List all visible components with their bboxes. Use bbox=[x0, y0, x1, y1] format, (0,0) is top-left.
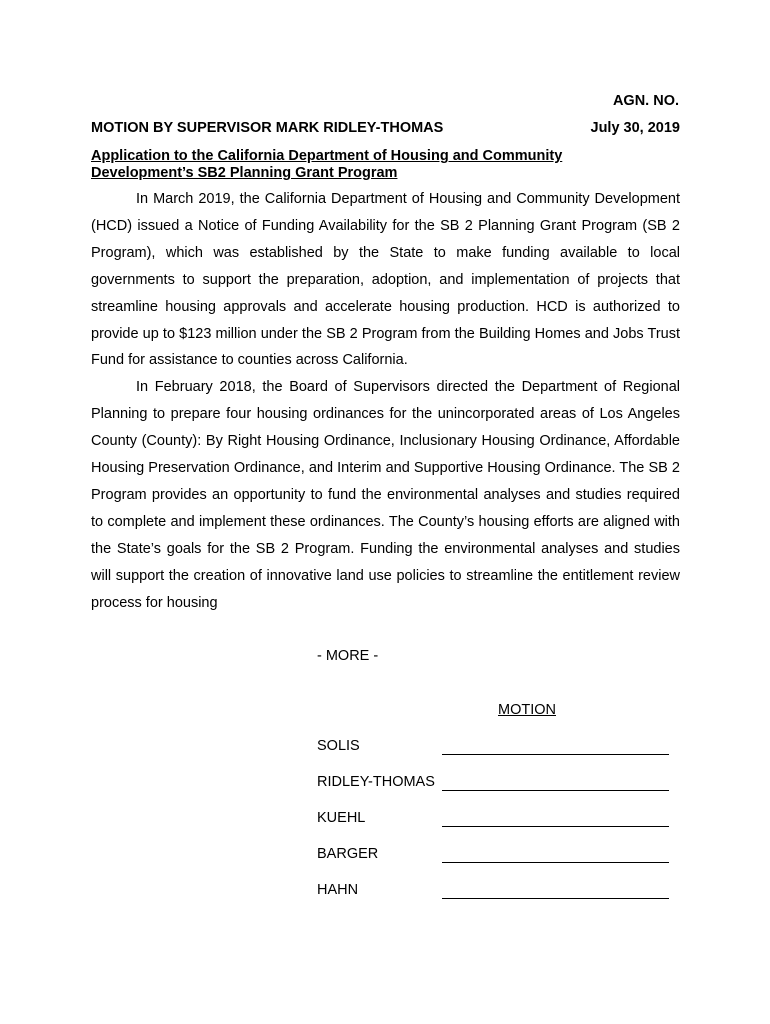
supervisor-name: KUEHL bbox=[317, 810, 366, 826]
agenda-number: AGN. NO. bbox=[612, 93, 679, 109]
motion-by: MOTION BY SUPERVISOR MARK RIDLEY-THOMAS bbox=[91, 120, 444, 136]
vote-row-kuehl bbox=[317, 810, 669, 830]
title-line-1: Application to the California Department of Housing and Community bbox=[91, 148, 563, 164]
paragraph-2: In February 2018, the Board of Supervisors directed the Department of Regional Planning to prepare four housing ordinances for the unincorporated areas of Los Angeles County (County): By Right Housing Ordinance, Inclusionary Housing Ordinance, Affordable Housing Preservation Ordinance, and Interim and Supportive Housing Ordinance. The SB 2 Program provides an opportunity to fund the environmental analyses and studies required to complete and implement these ordinances. The County’s housing efforts are aligned with the State’s goals for the SB 2 Program. Funding the environmental analyses and studies will support the creation of innovative land use policies to streamline the entitlement review process for housing bbox=[91, 379, 680, 611]
document-title bbox=[91, 148, 680, 182]
motion-date: July 30, 2019 bbox=[590, 120, 680, 136]
vote-row-barger bbox=[317, 846, 669, 866]
title-line-2: Development’s SB2 Planning Grant Program bbox=[91, 165, 398, 181]
motion-label: MOTION bbox=[498, 702, 556, 718]
supervisor-name: HAHN bbox=[317, 882, 359, 898]
motion-header bbox=[91, 120, 680, 136]
supervisor-name: BARGER bbox=[317, 846, 379, 862]
vote-row-ridley-thomas bbox=[317, 774, 669, 794]
signature-line bbox=[442, 826, 669, 827]
signature-line bbox=[442, 862, 669, 863]
more-indicator: - MORE - bbox=[317, 648, 379, 664]
vote-row-hahn bbox=[317, 882, 669, 902]
signature-line bbox=[442, 898, 669, 899]
supervisor-name: SOLIS bbox=[317, 738, 360, 754]
signature-line bbox=[442, 790, 669, 791]
body-text bbox=[91, 186, 680, 617]
supervisor-name: RIDLEY-THOMAS bbox=[317, 774, 435, 790]
vote-row-solis bbox=[317, 738, 669, 758]
signature-line bbox=[442, 754, 669, 755]
paragraph-1: In March 2019, the California Department of Housing and Community Development (HCD) issued a Notice of Funding Availability for the SB 2 Planning Grant Program (SB 2 Program), which was established by the State to make funding available to local governments to support the preparation, adoption, and implementation of projects that streamline housing approvals and accelerate housing production. HCD is authorized to provide up to $123 million under the SB 2 Program from the Building Homes and Jobs Trust Fund for assistance to counties across California. bbox=[91, 191, 680, 369]
